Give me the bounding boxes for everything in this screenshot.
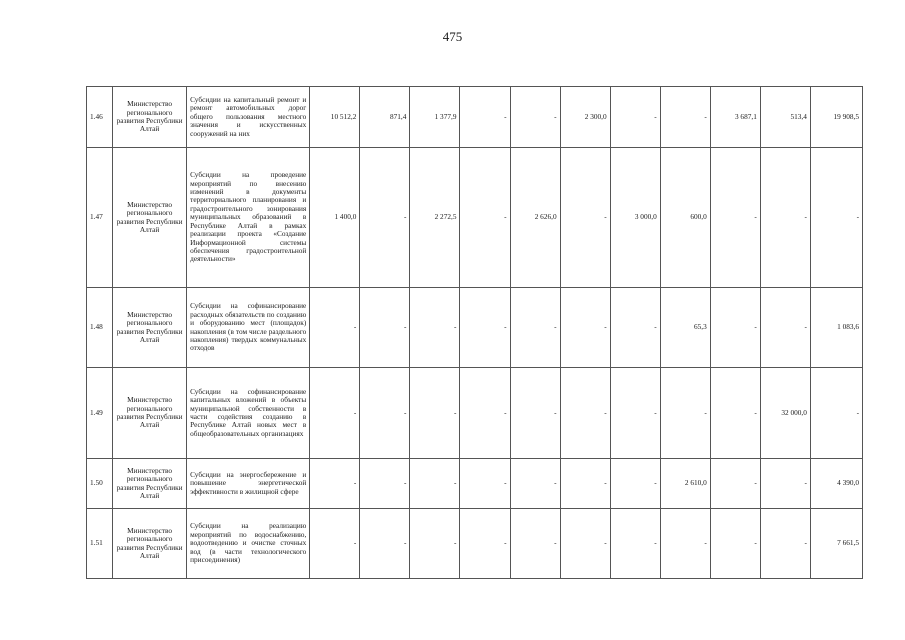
- value-cell: 2 610,0: [660, 459, 710, 509]
- value-cell: -: [560, 509, 610, 579]
- value-cell: -: [760, 148, 810, 288]
- value-cell: -: [610, 459, 660, 509]
- value-cell: -: [410, 509, 460, 579]
- value-cell: -: [310, 509, 360, 579]
- organization-cell: Министерство регионального развития Республики Алтай: [113, 459, 187, 509]
- table-row: [87, 288, 863, 368]
- value-cell: -: [760, 288, 810, 368]
- value-cell: -: [460, 288, 510, 368]
- value-cell: -: [360, 509, 410, 579]
- value-cell: -: [460, 459, 510, 509]
- value-cell: -: [710, 288, 760, 368]
- value-cell: -: [560, 459, 610, 509]
- table-row: [87, 148, 863, 288]
- value-cell: 3 000,0: [610, 148, 660, 288]
- organization-cell: Министерство регионального развития Республики Алтай: [113, 87, 187, 148]
- value-cell: -: [560, 288, 610, 368]
- value-cell: 19 908,5: [810, 87, 862, 148]
- value-cell: -: [560, 368, 610, 459]
- value-cell: -: [710, 459, 760, 509]
- value-cell: -: [460, 87, 510, 148]
- row-number-cell: 1.49: [87, 368, 113, 459]
- table-row: [87, 87, 863, 148]
- value-cell: -: [710, 148, 760, 288]
- value-cell: 1 083,6: [810, 288, 862, 368]
- value-cell: 1 377,9: [410, 87, 460, 148]
- row-number-cell: 1.50: [87, 459, 113, 509]
- value-cell: -: [510, 288, 560, 368]
- row-number-cell: 1.46: [87, 87, 113, 148]
- value-cell: -: [660, 87, 710, 148]
- organization-cell: Министерство регионального развития Республики Алтай: [113, 288, 187, 368]
- value-cell: -: [510, 368, 560, 459]
- value-cell: -: [360, 288, 410, 368]
- description-cell: Субсидии на реализацию мероприятий по водоснабжению, водоотведению и очистке сточных вод (в части технологического присоединения): [187, 509, 310, 579]
- value-cell: -: [760, 459, 810, 509]
- value-cell: -: [610, 87, 660, 148]
- value-cell: 65,3: [660, 288, 710, 368]
- page-number: 475: [442, 29, 463, 44]
- value-cell: -: [460, 509, 510, 579]
- value-cell: 2 272,5: [410, 148, 460, 288]
- table-row: [87, 509, 863, 579]
- value-cell: 513,4: [760, 87, 810, 148]
- value-cell: -: [460, 148, 510, 288]
- value-cell: 600,0: [660, 148, 710, 288]
- value-cell: -: [610, 368, 660, 459]
- value-cell: -: [560, 148, 610, 288]
- value-cell: 10 512,2: [310, 87, 360, 148]
- value-cell: -: [610, 509, 660, 579]
- value-cell: -: [660, 509, 710, 579]
- value-cell: 2 300,0: [560, 87, 610, 148]
- value-cell: 2 626,0: [510, 148, 560, 288]
- organization-cell: Министерство регионального развития Республики Алтай: [113, 148, 187, 288]
- value-cell: -: [510, 509, 560, 579]
- description-cell: Субсидии на капитальный ремонт и ремонт автомобильных дорог общего пользования местного значения и искусственных сооружений на них: [187, 87, 310, 148]
- value-cell: -: [710, 368, 760, 459]
- value-cell: -: [310, 459, 360, 509]
- value-cell: -: [410, 288, 460, 368]
- value-cell: 871,4: [360, 87, 410, 148]
- table-row: [87, 368, 863, 459]
- value-cell: -: [610, 288, 660, 368]
- value-cell: -: [810, 368, 862, 459]
- description-cell: Субсидии на энергосбережение и повышение энергетической эффективности в жилищной сфере: [187, 459, 310, 509]
- value-cell: -: [360, 459, 410, 509]
- value-cell: -: [710, 509, 760, 579]
- value-cell: 32 000,0: [760, 368, 810, 459]
- value-cell: -: [510, 459, 560, 509]
- value-cell: -: [810, 148, 862, 288]
- description-cell: Субсидии на проведение мероприятий по внесению изменений в документы территориального планирования и градостроительного зонирования муниципальных образований в Республике Алтай в рамках реализации проекта «Создание Информационной системы обеспечения градостроительной деятельности»: [187, 148, 310, 288]
- value-cell: 1 400,0: [310, 148, 360, 288]
- value-cell: -: [410, 459, 460, 509]
- value-cell: -: [460, 368, 510, 459]
- description-cell: Субсидии на софинансирование расходных обязательств по созданию и оборудованию мест (площадок) накопления (в том числе раздельного накопления) твердых коммунальных отходов: [187, 288, 310, 368]
- value-cell: 3 687,1: [710, 87, 760, 148]
- value-cell: 4 390,0: [810, 459, 862, 509]
- value-cell: -: [410, 368, 460, 459]
- value-cell: -: [360, 148, 410, 288]
- budget-table: [86, 86, 863, 579]
- value-cell: -: [310, 288, 360, 368]
- value-cell: -: [360, 368, 410, 459]
- description-cell: Субсидии на софинансирование капитальных вложений в объекты муниципальной собственности в части содействия созданию в Республике Алтай новых мест в общеобразовательных организациях: [187, 368, 310, 459]
- row-number-cell: 1.48: [87, 288, 113, 368]
- table-row: [87, 459, 863, 509]
- value-cell: 7 661,5: [810, 509, 862, 579]
- value-cell: -: [660, 368, 710, 459]
- value-cell: -: [510, 87, 560, 148]
- value-cell: -: [760, 509, 810, 579]
- organization-cell: Министерство регионального развития Республики Алтай: [113, 509, 187, 579]
- row-number-cell: 1.47: [87, 148, 113, 288]
- row-number-cell: 1.51: [87, 509, 113, 579]
- organization-cell: Министерство регионального развития Республики Алтай: [113, 368, 187, 459]
- value-cell: -: [310, 368, 360, 459]
